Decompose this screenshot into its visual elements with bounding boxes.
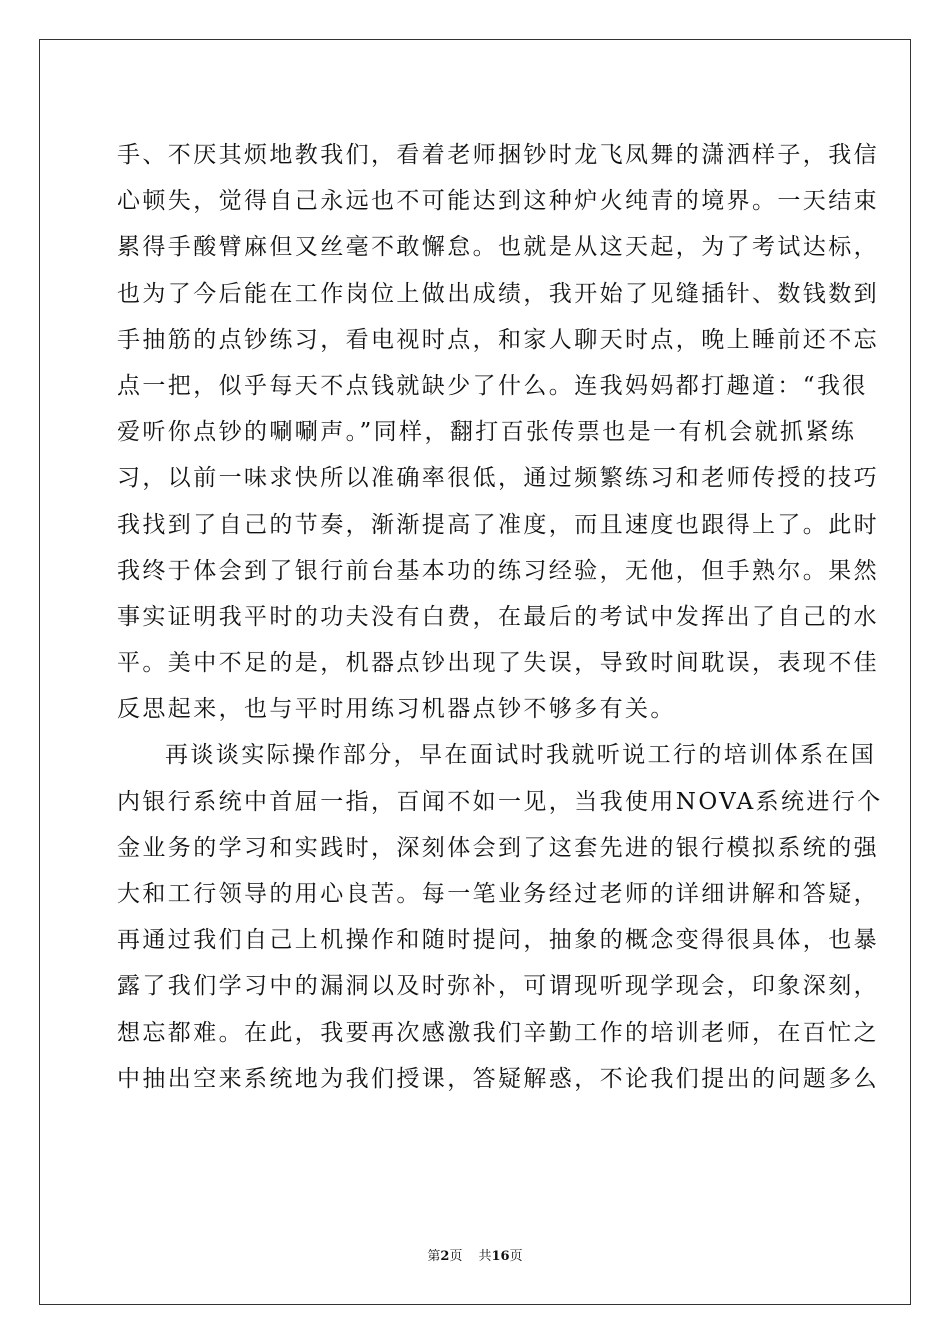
- text-line: 累得手酸臂麻但又丝毫不敢懈怠。也就是从这天起，为了考试达标，: [117, 234, 879, 261]
- text-line: 心顿失，觉得自己永远也不可能达到这种炉火纯青的境界。一天结束: [117, 188, 879, 215]
- current-page-number: 2: [440, 1249, 450, 1264]
- text-line: 事实证明我平时的功夫没有白费，在最后的考试中发挥出了自己的水: [117, 603, 879, 630]
- page-suffix: 页: [449, 1249, 463, 1264]
- text-line: 露了我们学习中的漏洞以及时弥补，可谓现听现学现会，印象深刻，: [117, 973, 879, 1000]
- paragraph-first-line: 再谈谈实际操作部分，早在面试时我就听说工行的培训体系在国: [165, 742, 877, 769]
- text-line: 金业务的学习和实践时，深刻体会到了这套先进的银行模拟系统的强: [117, 834, 879, 861]
- text-line: 我找到了自己的节奏，渐渐提高了准度，而且速度也跟得上了。此时: [117, 511, 879, 538]
- text-line: 手、不厌其烦地教我们，看着老师捆钞时龙飞凤舞的潇洒样子，我信: [117, 142, 879, 168]
- total-page-number: 16: [491, 1249, 510, 1264]
- total-prefix: 共: [478, 1249, 492, 1264]
- text-line: 大和工行领导的用心良苦。每一笔业务经过老师的详细讲解和答疑，: [117, 881, 879, 907]
- text-line: 反思起来，也与平时用练习机器点钞不够多有关。: [117, 696, 676, 723]
- text-line: 手抽筋的点钞练习，看电视时点，和家人聊天时点，晚上睡前还不忘: [117, 326, 879, 353]
- text-line: 想忘都难。在此，我要再次感激我们辛勤工作的培训老师，在百忙之: [117, 1019, 879, 1046]
- text-line: 爱听你点钞的唰唰声。”同样，翻打百张传票也是一有机会就抓紧练: [117, 419, 857, 446]
- text-line: 内银行系统中首屈一指，百闻不如一见，当我使用NOVA系统进行个: [117, 788, 883, 815]
- text-line: 平。美中不足的是，机器点钞出现了失误，导致时间耽误，表现不佳: [117, 650, 879, 677]
- page-footer: [0, 1245, 950, 1264]
- text-line: 再通过我们自己上机操作和随时提问，抽象的概念变得很具体，也暴: [117, 927, 879, 954]
- text-line: 中抽出空来系统地为我们授课，答疑解惑，不论我们提出的问题多么: [117, 1065, 879, 1092]
- total-suffix: 页: [509, 1249, 523, 1264]
- text-line: 我终于体会到了银行前台基本功的练习经验，无他，但手熟尔。果然: [117, 557, 879, 584]
- text-line: 习，以前一味求快所以准确率很低，通过频繁练习和老师传授的技巧: [117, 465, 879, 492]
- page-prefix: 第: [427, 1249, 441, 1264]
- text-line: 点一把，似乎每天不点钱就缺少了什么。连我妈妈都打趣道：“我很: [117, 372, 868, 399]
- document-body: [117, 132, 883, 1102]
- text-line: 也为了今后能在工作岗位上做出成绩，我开始了见缝插针、数钱数到: [117, 280, 879, 307]
